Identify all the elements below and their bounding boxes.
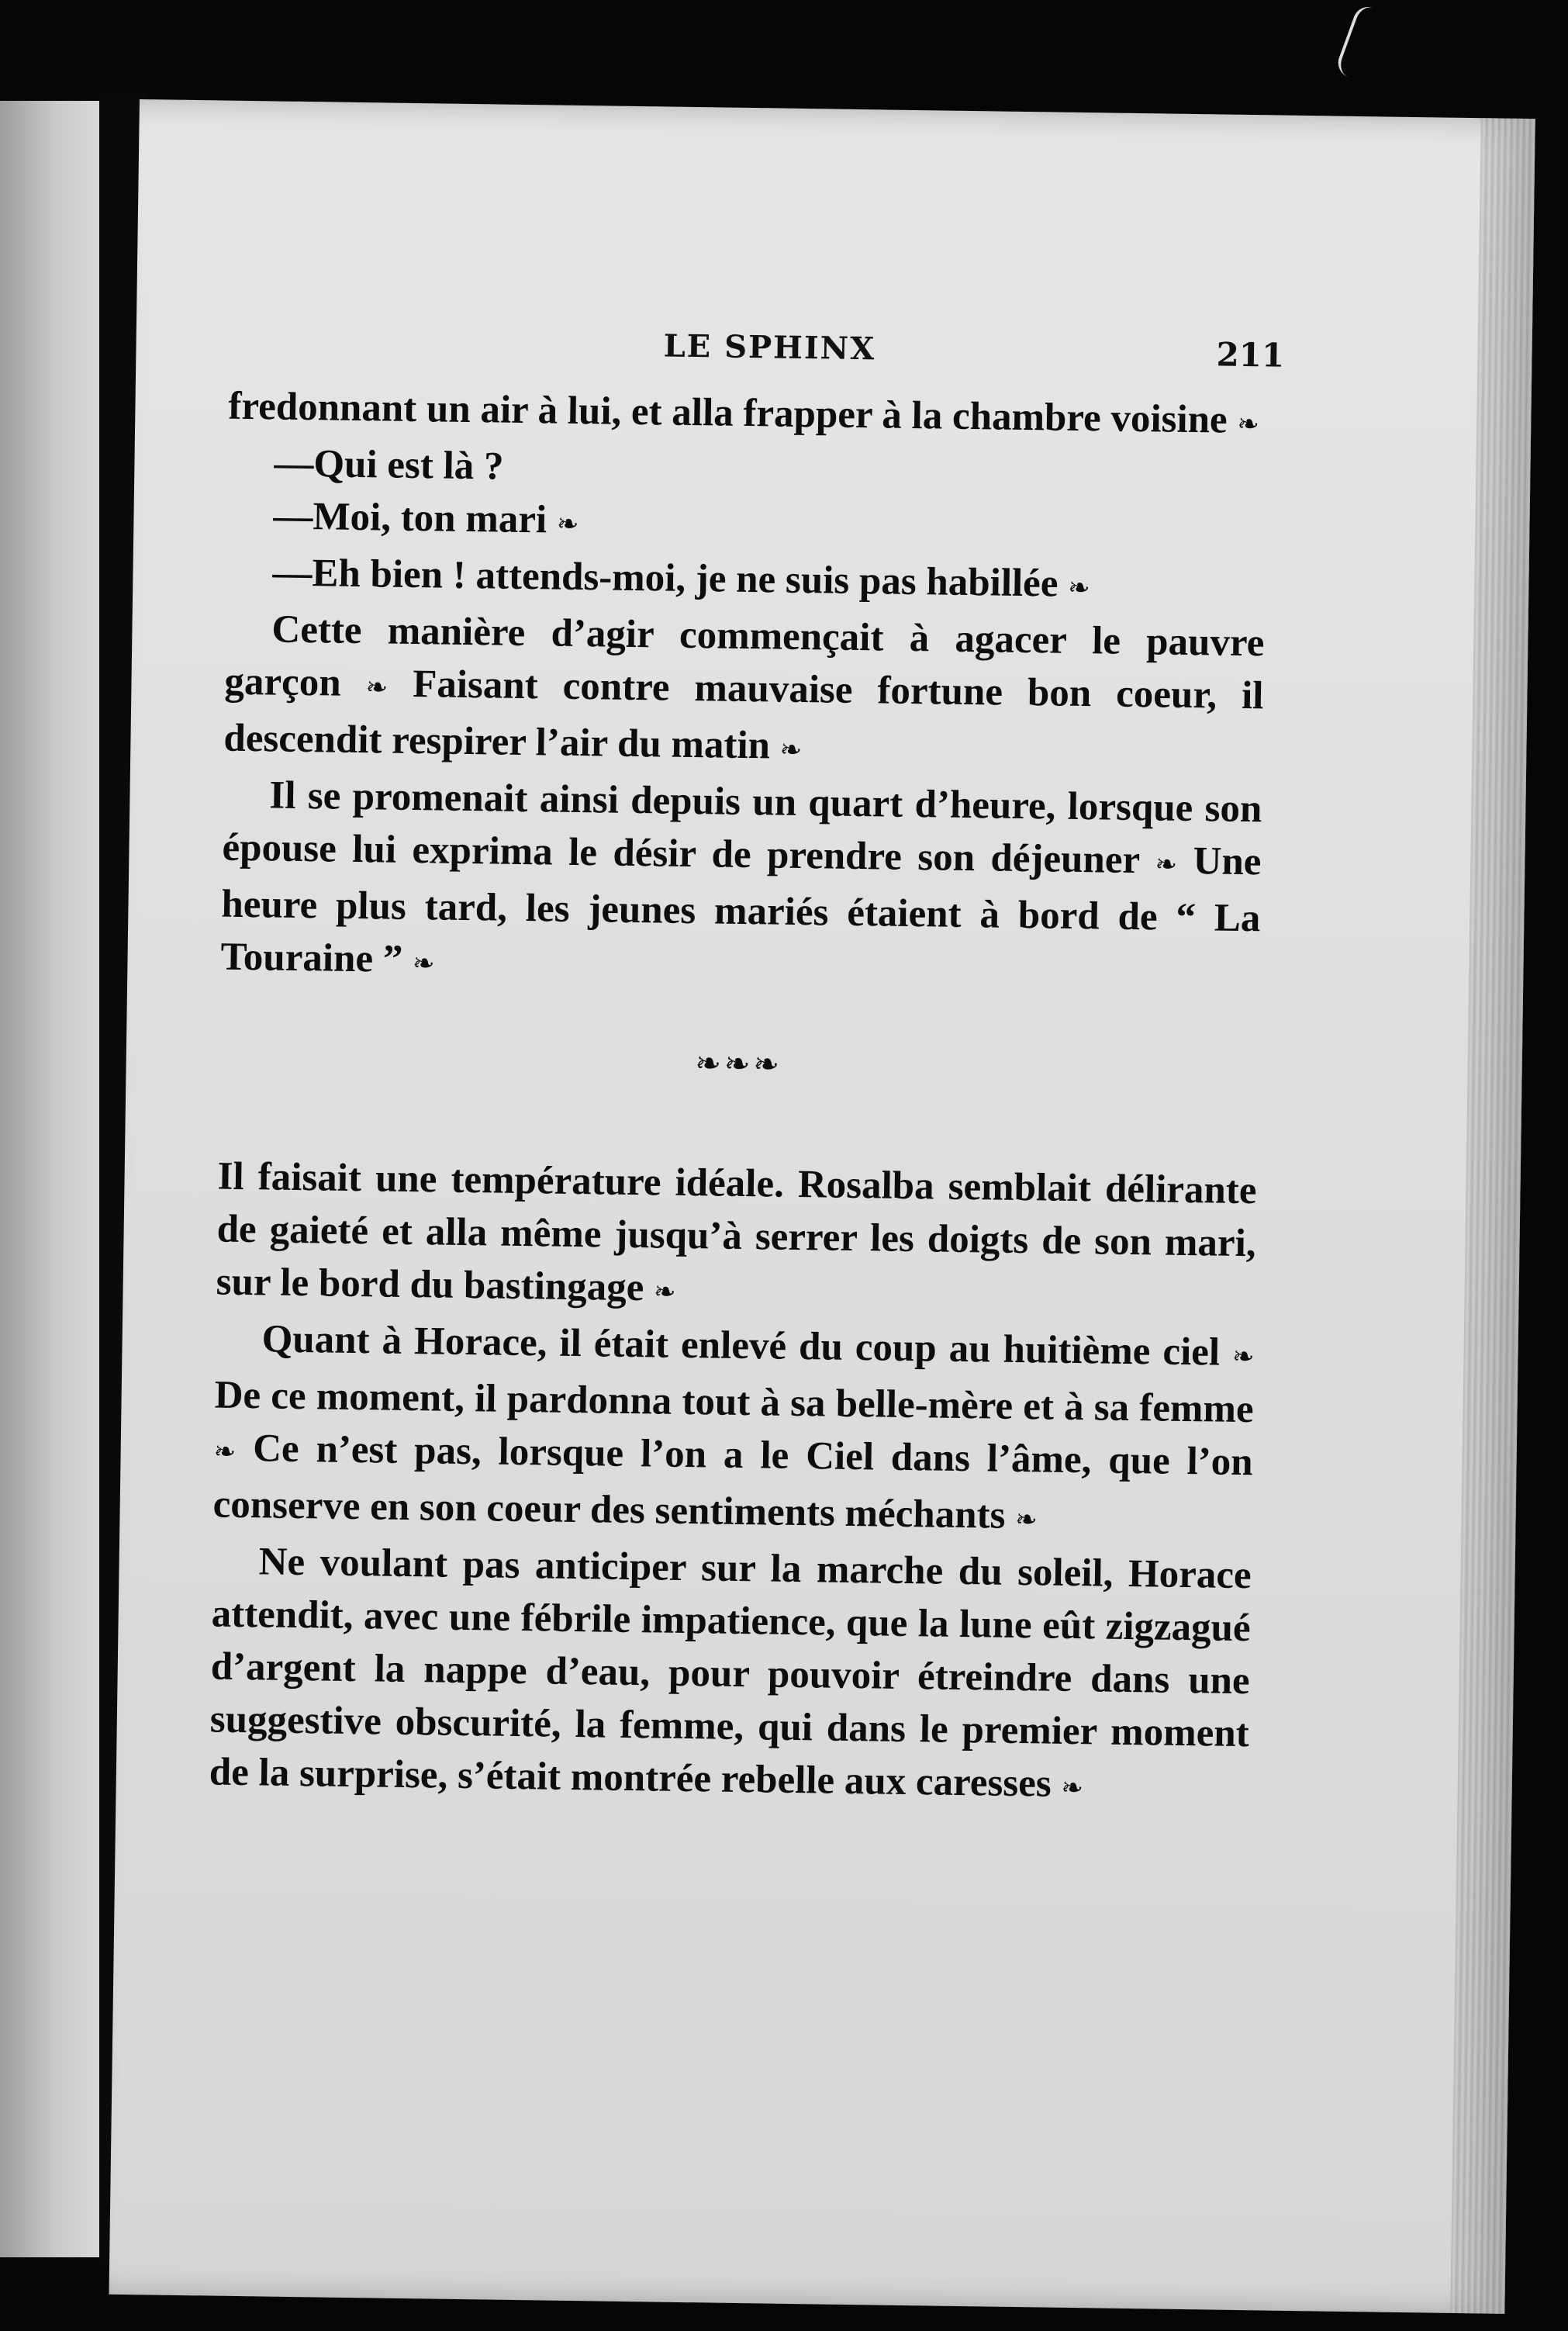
- page-edges: [1450, 118, 1535, 2314]
- paragraph-text: —Qui est là ?: [274, 441, 504, 489]
- fleuron-icon: ❧: [213, 1436, 237, 1468]
- fleuron-icon: ❧: [556, 508, 579, 540]
- fleuron-icon: ❧: [653, 1276, 676, 1308]
- fleuron-icon: ❧: [1237, 408, 1260, 441]
- paragraph-text: fredonnant un air à lui, et alla frapper à la chambre voisine: [228, 384, 1228, 442]
- paragraph-text: —Moi, ton mari: [273, 494, 547, 542]
- paragraph-text: De ce moment, il pardonna tout à sa belle-mère et à sa femme: [214, 1373, 1254, 1432]
- book-page: [109, 99, 1535, 2314]
- fleuron-icon: ❧: [412, 948, 435, 980]
- fleuron-icon: ❧: [1014, 1503, 1038, 1536]
- paragraph: [216, 1150, 1257, 1327]
- paragraph-text: Quant à Horace, il était enlevé du coup au huitième ciel: [261, 1317, 1221, 1375]
- paragraph-text: Faisant contre mauvaise fortune bon coeur, il descendit respirer l’air du matin: [223, 662, 1264, 768]
- paragraph: [220, 769, 1262, 1002]
- paragraph-text: —Eh bien ! attends-moi, je ne suis pas habillée: [272, 551, 1059, 606]
- section-break-ornament: ❧❧❧: [695, 1046, 783, 1083]
- fleuron-icon: ❧: [1231, 1340, 1255, 1373]
- paragraph-text: Ce n’est pas, lorsque l’on a le Ciel dans l’âme, que l’on conserve en son coeur des sentiments méchants: [212, 1427, 1253, 1537]
- paragraph-text: Cette manière d’agir commençait à agacer le pauvre garçon: [224, 607, 1265, 705]
- paragraph-text: Une heure plus tard, les jeunes mariés étaient à bord de “ La Touraine ”: [220, 839, 1262, 981]
- paragraph-text: Ne voulant pas anticiper sur la marche du soleil, Horace attendit, avec une fébrile impatience, que la lune eût zigzagué d’argent la nappe d’eau, pour pouvoir étreindre dans une suggestive obscurité, la femme, qui dans le premier moment de la surprise, s’était montrée rebelle aux caresses: [209, 1540, 1252, 1806]
- paragraph-text: Il se promenait ainsi depuis un quart d’heure, lorsque son épouse lui exprima le désir de prendre son déjeuner: [222, 773, 1262, 883]
- fleuron-icon: ❧: [365, 672, 389, 704]
- paragraph: [223, 603, 1265, 783]
- paragraph: [209, 1534, 1252, 1817]
- running-head: LE SPHINX: [663, 327, 876, 368]
- page-number: 211: [1216, 335, 1285, 375]
- paragraph-text: Il faisait une température idéale. Rosalba semblait délirante de gaieté et alla même jusqu’à serrer les doigts de son mari, sur le bord du bastingage: [216, 1154, 1257, 1310]
- facing-page-edge: [0, 101, 101, 2257]
- paragraph: [212, 1312, 1255, 1550]
- fleuron-icon: ❧: [1067, 572, 1090, 604]
- fleuron-icon: ❧: [1155, 849, 1178, 880]
- pencil-mark: [1334, 2, 1391, 83]
- body-text: [209, 380, 1267, 1817]
- fleuron-icon: ❧: [779, 734, 803, 766]
- fleuron-icon: ❧: [1061, 1772, 1084, 1804]
